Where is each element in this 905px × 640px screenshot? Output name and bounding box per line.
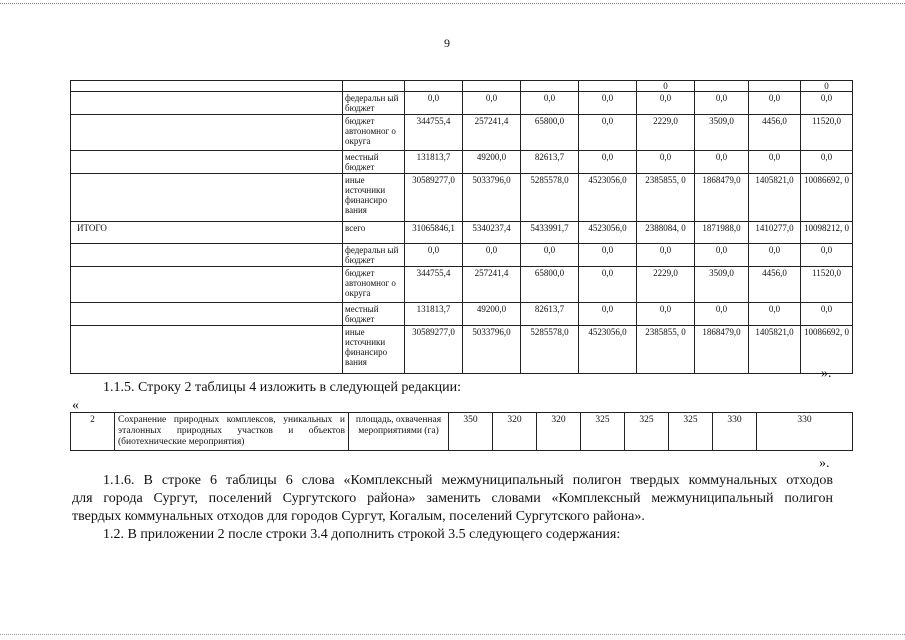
value-cell: 2229,0 — [637, 267, 695, 303]
row-name: Сохранение природных комплексов, уникальных и эталонных природных участков и объектов (биотехнические мероприятия) — [115, 413, 349, 451]
open-quote: « — [72, 398, 79, 413]
value-cell: 0,0 — [637, 244, 695, 267]
value-cell: 11520,0 — [801, 115, 853, 151]
header-cell — [343, 81, 405, 92]
value-cell: 11520,0 — [801, 267, 853, 303]
row-label: местный бюджет — [343, 151, 405, 174]
value-cell: 0,0 — [405, 92, 463, 115]
table-row — [71, 326, 853, 374]
header-cell — [463, 81, 521, 92]
row-label: местный бюджет — [343, 303, 405, 326]
table-row — [71, 244, 853, 267]
value-cell: 0,0 — [695, 92, 749, 115]
row-label: иные источники финансиро вания — [343, 174, 405, 222]
value-cell: 0,0 — [801, 303, 853, 326]
value-cell: 0,0 — [579, 115, 637, 151]
header-cell — [749, 81, 801, 92]
value-cell: 1405821,0 — [749, 326, 801, 374]
row-label: иные источники финансиро вания — [343, 326, 405, 374]
value-cell: 0,0 — [405, 244, 463, 267]
value-cell: 49200,0 — [463, 303, 521, 326]
value-cell: 330 — [713, 413, 757, 451]
header-cell — [695, 81, 749, 92]
value-cell: 131813,7 — [405, 151, 463, 174]
value-cell: 4456,0 — [749, 267, 801, 303]
row-label: федеральн ый бюджет — [343, 92, 405, 115]
table-row — [71, 92, 853, 115]
header-cell: 0 — [801, 81, 853, 92]
value-cell: 5285578,0 — [521, 326, 579, 374]
value-cell: 0,0 — [695, 303, 749, 326]
table4-row2 — [70, 412, 853, 451]
value-cell: 30589277,0 — [405, 326, 463, 374]
scan-bottom-border — [0, 634, 905, 635]
value-cell: 4523056,0 — [579, 174, 637, 222]
row-label: бюджет автономног о округа — [343, 115, 405, 151]
value-cell: 0,0 — [749, 303, 801, 326]
value-cell: 1405821,0 — [749, 174, 801, 222]
row-group — [71, 303, 343, 326]
value-cell: 0,0 — [637, 92, 695, 115]
value-cell: 0,0 — [579, 303, 637, 326]
value-cell: 0,0 — [801, 244, 853, 267]
value-cell: 3509,0 — [695, 115, 749, 151]
header-cell — [521, 81, 579, 92]
table-header-row — [71, 81, 853, 92]
value-cell: 3509,0 — [695, 267, 749, 303]
value-cell: 0,0 — [463, 92, 521, 115]
value-cell: 31065846,1 — [405, 222, 463, 244]
paragraph-1-2: 1.2. В приложении 2 после строки 3.4 дополнить строкой 3.5 следующего содержания: — [103, 527, 621, 542]
value-cell: 0,0 — [695, 244, 749, 267]
close-quote-table1: ». — [821, 366, 832, 381]
table-row — [71, 303, 853, 326]
value-cell: 0,0 — [801, 151, 853, 174]
paragraph-1-1-6-line1: 1.1.6. В строке 6 таблицы 6 слова «Комплексный межмуниципальный полигон твердых коммунальных отходов — [103, 473, 833, 488]
close-quote-table2: ». — [819, 456, 830, 471]
value-cell: 5033796,0 — [463, 326, 521, 374]
page-number: 9 — [444, 36, 450, 50]
value-cell: 1410277,0 — [749, 222, 801, 244]
row-group — [71, 326, 343, 374]
header-cell — [579, 81, 637, 92]
value-cell: 257241,4 — [463, 115, 521, 151]
scan-top-border — [0, 3, 905, 4]
value-cell: 49200,0 — [463, 151, 521, 174]
value-cell: 5433991,7 — [521, 222, 579, 244]
value-cell: 325 — [669, 413, 713, 451]
value-cell: 0,0 — [579, 267, 637, 303]
row-group — [71, 174, 343, 222]
value-cell: 82613,7 — [521, 303, 579, 326]
row-label: всего — [343, 222, 405, 244]
value-cell: 2385855, 0 — [637, 174, 695, 222]
paragraph-1-1-5: 1.1.5. Строку 2 таблицы 4 изложить в следующей редакции: — [103, 380, 461, 395]
value-cell: 0,0 — [521, 92, 579, 115]
value-cell: 2385855, 0 — [637, 326, 695, 374]
value-cell: 4523056,0 — [579, 326, 637, 374]
value-cell: 320 — [537, 413, 581, 451]
value-cell: 1871988,0 — [695, 222, 749, 244]
value-cell: 5285578,0 — [521, 174, 579, 222]
row-label: федеральн ый бюджет — [343, 244, 405, 267]
value-cell: 131813,7 — [405, 303, 463, 326]
value-cell: 0,0 — [637, 303, 695, 326]
table-row — [71, 151, 853, 174]
row-label: бюджет автономног о округа — [343, 267, 405, 303]
value-cell: 0,0 — [579, 151, 637, 174]
table-row — [71, 222, 853, 244]
value-cell: 2229,0 — [637, 115, 695, 151]
value-cell: 10086692, 0 — [801, 174, 853, 222]
value-cell: 5033796,0 — [463, 174, 521, 222]
value-cell: 320 — [493, 413, 537, 451]
value-cell: 0,0 — [579, 92, 637, 115]
table-row — [71, 115, 853, 151]
value-cell: 0,0 — [801, 92, 853, 115]
value-cell: 0,0 — [695, 151, 749, 174]
value-cell: 10086692, 0 — [801, 326, 853, 374]
value-cell: 0,0 — [463, 244, 521, 267]
value-cell: 0,0 — [749, 151, 801, 174]
header-cell — [71, 81, 343, 92]
value-cell: 344755,4 — [405, 267, 463, 303]
table-row — [71, 174, 853, 222]
value-cell: 0,0 — [579, 244, 637, 267]
value-cell: 65800,0 — [521, 267, 579, 303]
row-group — [71, 92, 343, 115]
row-number: 2 — [71, 413, 115, 451]
row-group — [71, 244, 343, 267]
value-cell: 330 — [757, 413, 853, 451]
row-group — [71, 151, 343, 174]
value-cell: 325 — [625, 413, 669, 451]
value-cell: 0,0 — [749, 244, 801, 267]
value-cell: 10098212, 0 — [801, 222, 853, 244]
header-cell — [405, 81, 463, 92]
value-cell: 0,0 — [637, 151, 695, 174]
value-cell: 5340237,4 — [463, 222, 521, 244]
row-group — [71, 115, 343, 151]
value-cell: 82613,7 — [521, 151, 579, 174]
value-cell: 325 — [581, 413, 625, 451]
value-cell: 1868479,0 — [695, 174, 749, 222]
paragraph-1-1-6-line2: для города Сургут, поселений Сургутского района» заменить словами «Комплексный межмуниципальный полигон — [72, 491, 833, 506]
value-cell: 4456,0 — [749, 115, 801, 151]
value-cell: 2388084, 0 — [637, 222, 695, 244]
row-group — [71, 267, 343, 303]
paragraph-1-1-6-line3: твердых коммунальных отходов для городов Сургут, Когалым, поселений Сургутского района». — [72, 509, 645, 524]
value-cell: 0,0 — [521, 244, 579, 267]
value-cell: 1868479,0 — [695, 326, 749, 374]
header-cell: 0 — [637, 81, 695, 92]
row-unit: площадь, охваченная мероприятиями (га) — [349, 413, 449, 451]
value-cell: 344755,4 — [405, 115, 463, 151]
value-cell: 30589277,0 — [405, 174, 463, 222]
value-cell: 257241,4 — [463, 267, 521, 303]
table-row — [71, 267, 853, 303]
value-cell: 65800,0 — [521, 115, 579, 151]
value-cell: 4523056,0 — [579, 222, 637, 244]
table-row — [71, 413, 853, 451]
financing-table — [70, 80, 853, 374]
row-group: ИТОГО — [71, 222, 343, 244]
value-cell: 350 — [449, 413, 493, 451]
value-cell: 0,0 — [749, 92, 801, 115]
